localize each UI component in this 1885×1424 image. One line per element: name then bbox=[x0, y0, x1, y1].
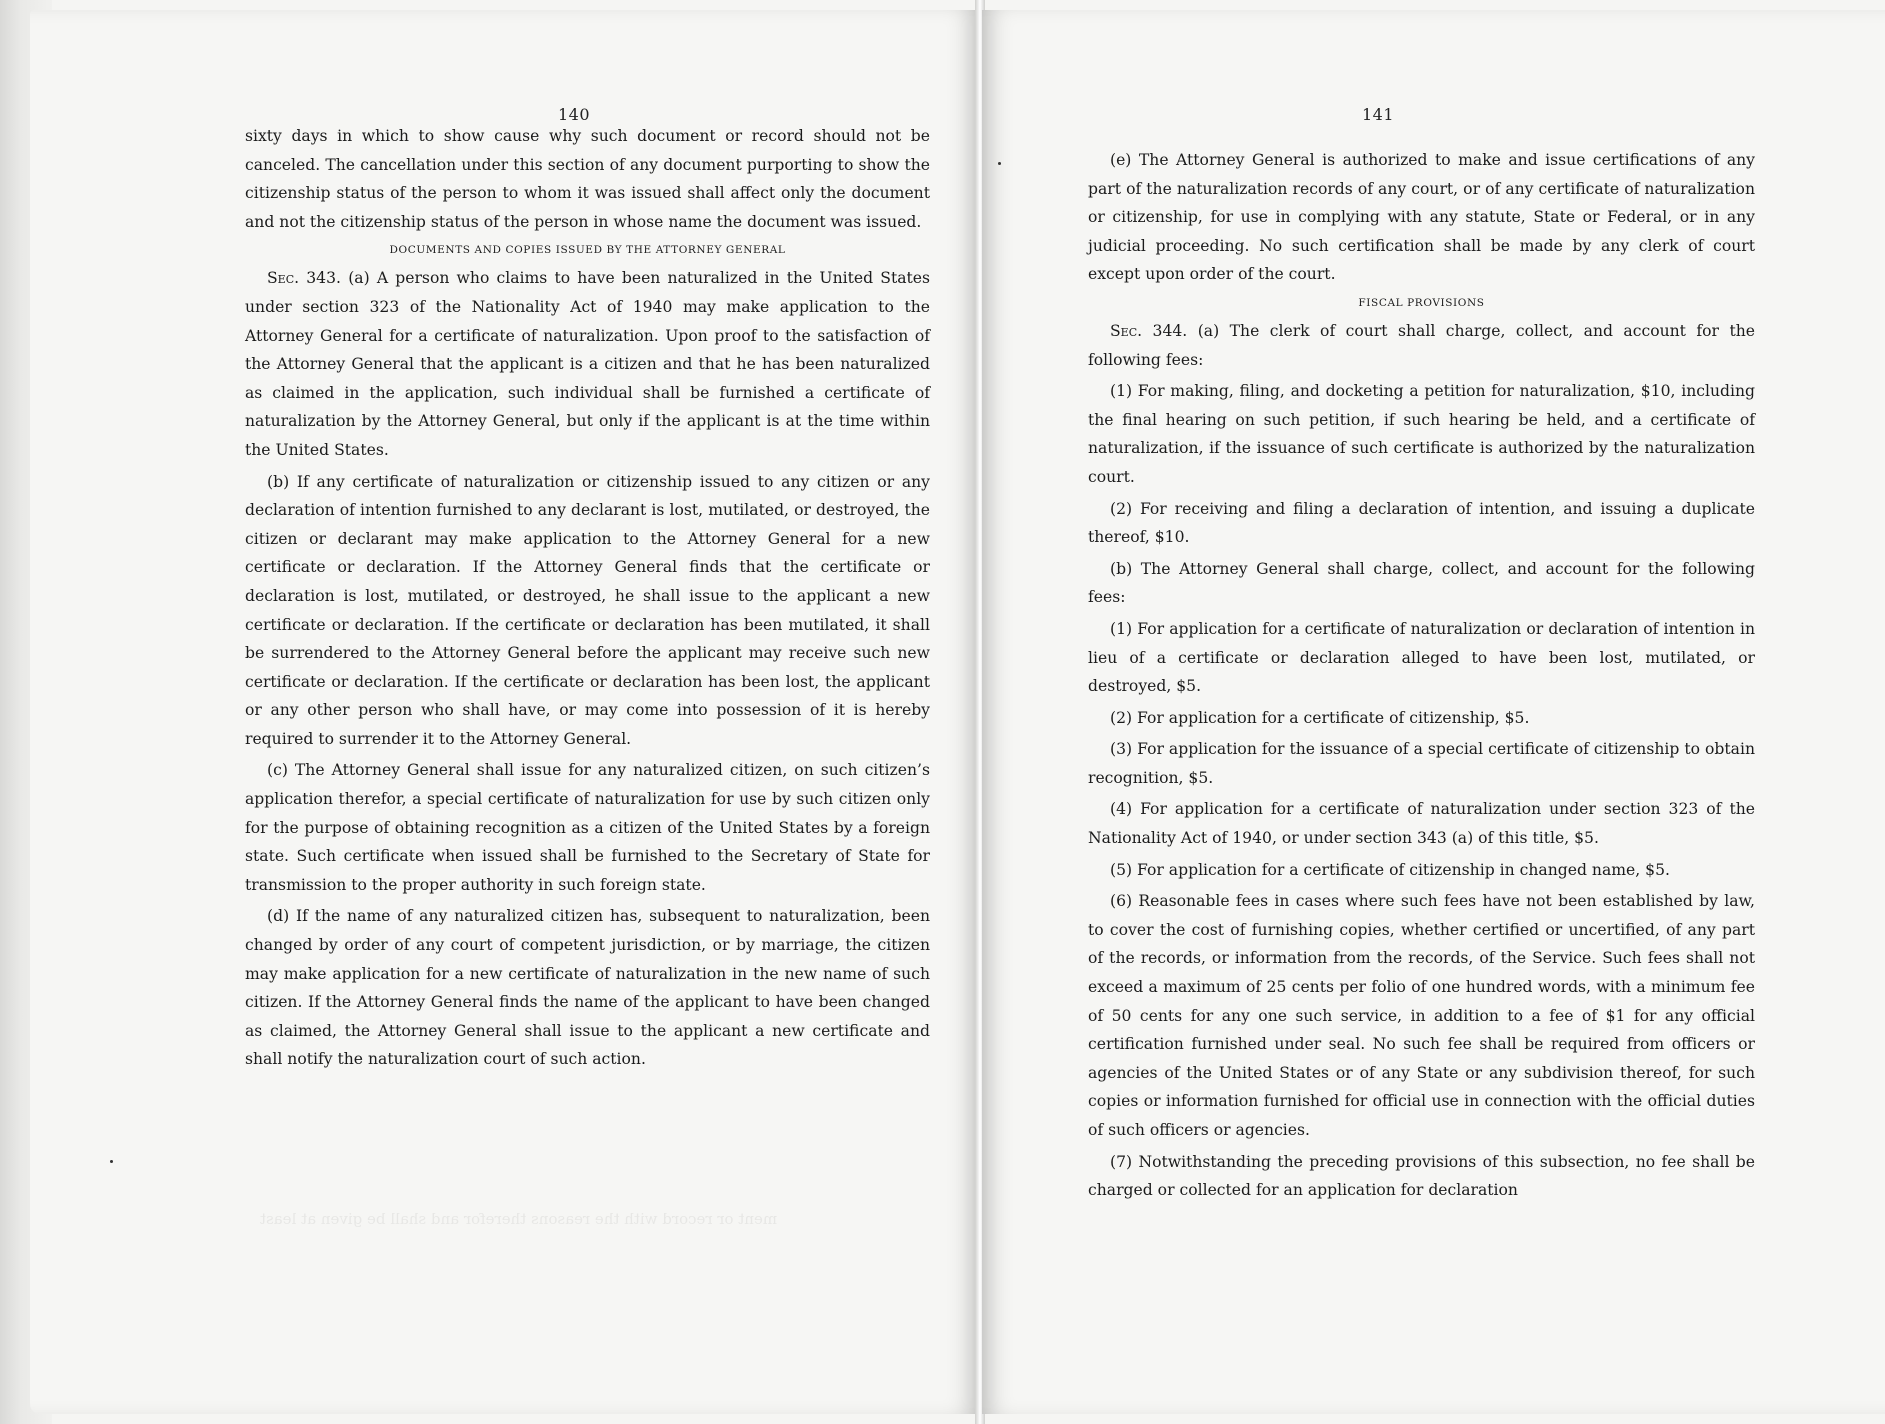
left-page-body bbox=[245, 122, 930, 1077]
page-number: 140 bbox=[558, 105, 591, 124]
section-343-a bbox=[245, 264, 930, 464]
section-344-b: (b) The Attorney General shall charge, collect, and account for the following fees: bbox=[1088, 559, 1755, 607]
section-343-b: (b) If any certificate of naturalization or citizenship issued to any citizen or any declaration of intention furnished to any declarant is lost, mutilated, or destroyed, the citizen or declarant may make application to the Attorney General for a new certificate or declaration. If the Attorney General finds that the certificate or declaration is lost, mutilated, or destroyed, he shall issue to the applicant a new certificate or declaration. If the certificate or declaration has been mutilated, it shall be surrendered to the Attorney General before the applicant may receive such new certificate or declaration. If the certificate or declaration has been lost, the applicant or any other person who shall have, or may come into possession of it is hereby required to surrender it to the Attorney General. bbox=[245, 472, 930, 748]
fee-item-b4: (4) For application for a certificate of naturalization under section 323 of the Nationality Act of 1940, or under section 343 (a) of this title, $5. bbox=[1088, 800, 1755, 848]
speck-mark bbox=[110, 1160, 113, 1163]
fee-item-b5: (5) For application for a certificate of citizenship in changed name, $5. bbox=[1110, 860, 1670, 879]
fee-item-b2: (2) For application for a certificate of citizenship, $5. bbox=[1110, 708, 1530, 727]
section-343-d: (d) If the name of any naturalized citizen has, subsequent to naturalization, been changed by order of any court of competent jurisdiction, or by marriage, the citizen may make application for a new certificate of naturalization in the new name of such citizen. If the Attorney General finds the name of the applicant to have been changed as claimed, the Attorney General shall issue to the applicant a new certificate and shall notify the naturalization court of such action. bbox=[245, 907, 930, 1069]
bleed-through-text: ment or record with the reasons therefor and shall be given at least bbox=[260, 1210, 778, 1228]
section-heading: DOCUMENTS AND COPIES ISSUED BY THE ATTORNEY GENERAL bbox=[389, 244, 786, 257]
page-number: 141 bbox=[1362, 105, 1395, 124]
fee-item-b6: (6) Reasonable fees in cases where such fees have not been established by law, to cover the cost of furnishing copies, whether certified or uncertified, of any part of the records, or information from the records, of the Service. Such fees shall not exceed a maximum of 25 cents per folio of one hundred words, with a minimum fee of 50 cents for any one such service, in addition to a fee of $1 for any official certification furnished under seal. No such fee shall be required from officers or agencies of the United States or of any State or any subdivision thereof, for such copies or information furnished for official use in connection with the official duties of such officers or agencies. bbox=[1088, 892, 1755, 1139]
right-page bbox=[982, 10, 1885, 1414]
section-344-a bbox=[1088, 317, 1755, 374]
fee-item-a2: (2) For receiving and filing a declaration of intention, and issuing a duplicate thereof, $10. bbox=[1088, 499, 1755, 547]
section-343-a-text: (a) A person who claims to have been naturalized in the United States under section 323 of the Nationality Act of 1940 may make application to the Attorney General for a certificate of naturalization. Upon proof to the satisfaction of the Attorney General that the applicant is a citizen and that he has been naturalized as claimed in the application, such individual shall be furnished a certificate of naturalization by the Attorney General, but only if the applicant is at the time within the United States. bbox=[245, 269, 931, 459]
section-343-e: (e) The Attorney General is authorized to make and issue certifications of any part of the naturalization records of any court, or of any certificate of naturalization or citizenship, for use in complying with any statute, State or Federal, or in any judicial proceeding. No such certification shall be made by any clerk of court except upon order of the court. bbox=[1088, 151, 1755, 284]
section-343-c: (c) The Attorney General shall issue for any naturalized citizen, on such citizen’s application therefor, a special certificate of naturalization for use by such citizen only for the purpose of obtaining recognition as a citizen of the United States by a foreign state. Such certificate when issued shall be furnished to the Secretary of State for transmission to the proper authority in such foreign state. bbox=[245, 761, 930, 894]
right-page-body bbox=[1088, 146, 1755, 1208]
continued-paragraph: sixty days in which to show cause why such document or record should not be canceled. The cancellation under this section of any document purporting to show the citizenship status of the person to whom it was issued shall affect only the document and not the citizenship status of the person in whose name the document was issued. bbox=[245, 127, 930, 231]
section-344-a-text: (a) The clerk of court shall charge, collect, and account for the following fees: bbox=[1088, 321, 1755, 369]
section-heading: FISCAL PROVISIONS bbox=[1358, 296, 1485, 309]
fee-item-b7: (7) Notwithstanding the preceding provisions of this subsection, no fee shall be charged or collected for an application for declaration bbox=[1088, 1152, 1755, 1200]
section-label: Sec. 344. bbox=[1110, 321, 1188, 340]
speck-mark bbox=[998, 162, 1001, 165]
fee-item-b3: (3) For application for the issuance of a special certificate of citizenship to obtain recognition, $5. bbox=[1088, 740, 1755, 787]
section-label: Sec. 343. bbox=[267, 269, 341, 288]
fee-item-a1: (1) For making, filing, and docketing a petition for naturalization, $10, including the final hearing on such petition, if such hearing be held, and a certificate of naturalization, if the issuance of such certificate is authorized by the naturalization court. bbox=[1088, 382, 1755, 486]
fee-item-b1: (1) For application for a certificate of naturalization or declaration of intention in lieu of a certificate or declaration alleged to have been lost, mutilated, or destroyed, $5. bbox=[1088, 619, 1755, 696]
left-page bbox=[30, 10, 978, 1414]
